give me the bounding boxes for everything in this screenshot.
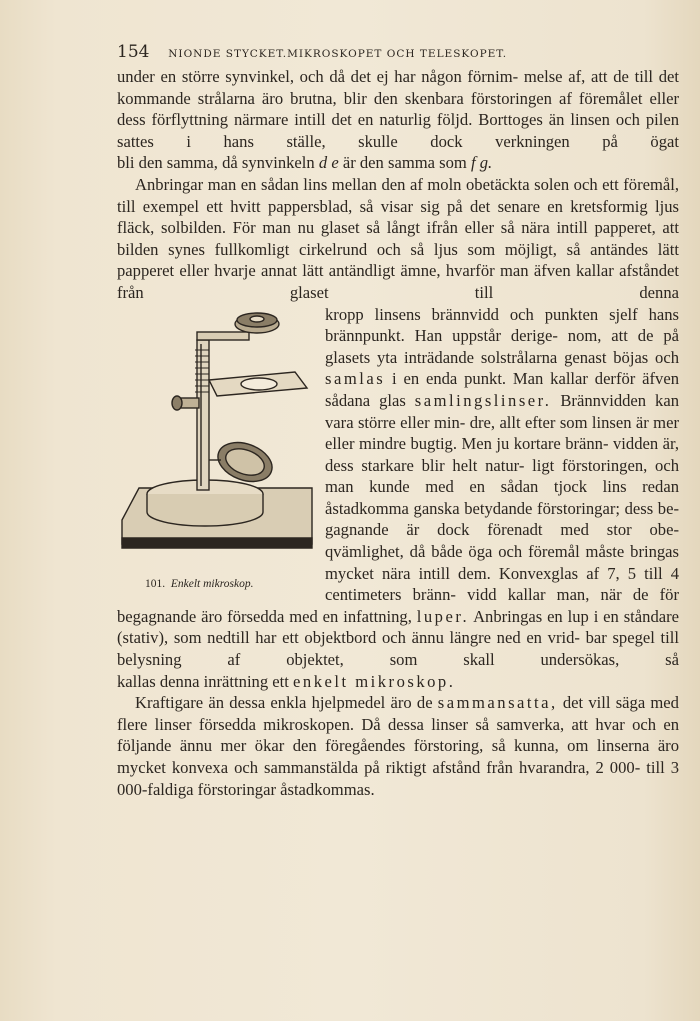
chapter-label: NIONDE STYCKET. <box>168 48 288 60</box>
paragraph-2-wrap: kropp linsens brännvidd och punkten sjelf hans brännpunkt. Han uppstår derige- nom, att de på glasets yta inträdande solstrålarna genast böjas och samlas i en enda punkt. Man kallar derför äfven sådana glas samlingslinser. Brännvidden kan vara större eller min- dre, allt efter som linsen är mer eller mindre bugtig. Men ju kortare bränn- vidden är, dess starkare blir helt natur- ligt förstoringen, och man kunde med en sådan tjock lins redan åstadkomma ganska betydande förstoringar; dess be- gagnande är dock förenadt med stor obe- qvämlighet, då både öga och föremål måste bringas mycket nära intill dem. Konvexglas af 7, 5 till 4 centimeters bränn- vidd kallar man, när de för begagnande äro försedda med en infattning, luper. Anbringas en lup i en ståndare (stativ), som nedtill har ett objektbord och ännu längre ned en vrid- bar spegel till belysning af objektet, som skall undersökas, så <box>117 304 680 670</box>
page-number: 154 <box>117 42 150 62</box>
paragraph-2: Anbringar man en sådan lins mellan den af moln obetäckta solen och ett föremål, till exempel ett hvitt pappersblad, så visar sig på det senare en kretsformig ljus fläck, solbilden. För man nu glaset så långt ifrån eller så nära intill papperet, att bilden synes fullkomligt cirkelrund och så ljus som möjligt, så antändes lätt papperet eller hvarje annat lätt antändligt ämne, hvarför man äfven kallar afståndet från glaset till denna <box>117 174 679 302</box>
paragraph-3: Kraftigare än dessa enkla hjelpmedel äro de sammansatta, det vill säga med flere linser försedda mikroskopen. Då dessa linser så samverka, att hvar och en följande ännu mer ökar den föregåendes förstoring, så kunna, om linserna äro mycket konvexa och sammanstälda på riktigt afstånd från hvarandra, 2 000- till 3 000-faldiga förstoringar åstadkommas. <box>117 693 680 799</box>
microscope-figure <box>117 304 317 604</box>
paragraph-2-end: kallas denna inrättning ett enkelt mikroskop. <box>117 671 456 691</box>
chapter-title: MIKROSKOPET OCH TELESKOPET. <box>287 48 508 60</box>
paragraph-1-end: bli den samma, då synvinkeln d e är den samma som f g. <box>117 153 493 173</box>
figure-caption: 101. Enkelt mikroskop. <box>145 577 254 590</box>
body-text <box>117 66 679 800</box>
paragraph-1: under en större synvinkel, och då det ej har någon förnim- melse af, att de till det kommande strålarna äro brutna, blir den skenbara förstoringen af föremålet eller dess förflyttning närmare intill det en naturlig följd. Borttoges än linsen och pilen sattes i hans ställe, skulle dock verkningen på ögat <box>117 67 679 151</box>
running-header <box>117 42 587 62</box>
microscope-illustration <box>117 310 317 572</box>
